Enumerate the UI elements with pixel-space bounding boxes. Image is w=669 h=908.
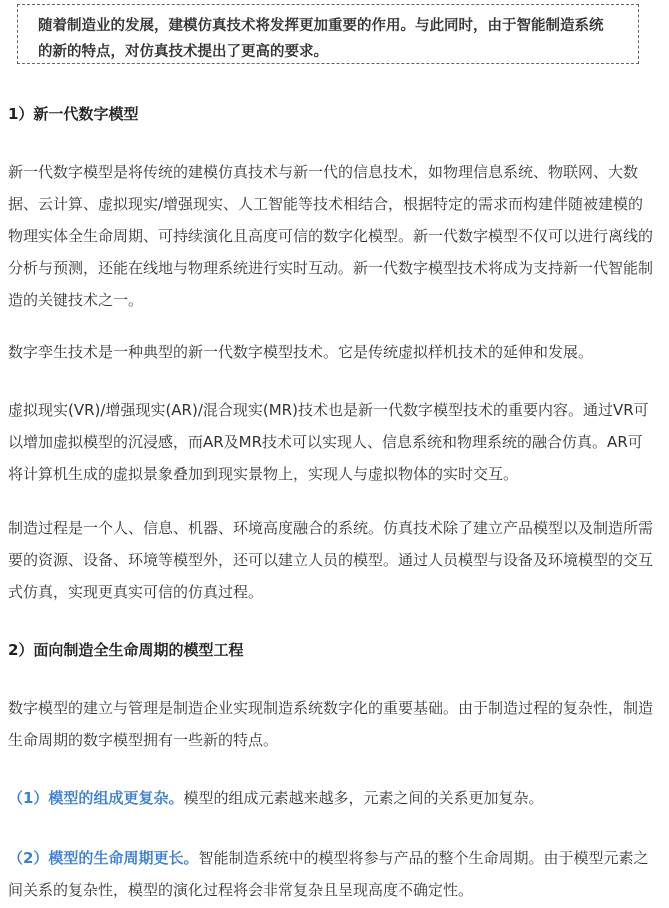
feature-item-2	[8, 842, 656, 906]
paragraph-line: 虚拟现实(VR)/增强现实(AR)/混合现实(MR)技术也是新一代数字模型技术的重要内容。通过VR可	[8, 401, 649, 419]
paragraph-line: 以增加虚拟模型的沉浸感，而AR及MR技术可以实现人、信息系统和物理系统的融合仿真。AR可	[8, 433, 643, 451]
paragraph-line: 造的关键技术之一。	[8, 291, 144, 309]
intro-line-2: 的新的特点，对仿真技术提出了更高的要求。	[38, 44, 328, 60]
paragraph-line: 要的资源、设备、环境等模型外，还可以建立人员的模型。通过人员模型与设备及环境模型的交互	[8, 551, 654, 569]
paragraph-line: 生命周期的数字模型拥有一些新的特点。	[8, 731, 279, 749]
paragraph-line: 数字孪生技术是一种典型的新一代数字模型技术。它是传统虚拟样机技术的延伸和发展。	[8, 343, 594, 361]
feature-item-1-text: 模型的组成元素越来越多，元素之间的关系更加复杂。	[183, 789, 544, 807]
paragraph-line: 将计算机生成的虚拟景象叠加到现实景物上，实现人与虚拟物体的实时交互。	[8, 465, 519, 483]
section-1-paragraph-1	[8, 156, 656, 316]
paragraph-line: 据、云计算、虚拟现实/增强现实、人工智能等技术相结合，根据特定的需求而构建伴随被建模的	[8, 195, 644, 213]
section-2-paragraph-1	[8, 692, 656, 756]
feature-item-2-text: 智能制造系统中的模型将参与产品的整个生命周期。由于模型元素之	[198, 849, 649, 867]
section-1-paragraph-3	[8, 394, 656, 490]
intro-callout-box	[17, 4, 639, 64]
section-2-heading: 2）面向制造全生命周期的模型工程	[8, 641, 244, 659]
feature-item-2-title: （2）模型的生命周期更长。	[8, 849, 199, 867]
paragraph-line: 物理实体全生命周期、可持续演化且高度可信的数字化模型。新一代数字模型不仅可以进行离线的	[8, 227, 654, 245]
paragraph-line: 新一代数字模型是将传统的建模仿真技术与新一代的信息技术，如物理信息系统、物联网、大数	[8, 163, 639, 181]
paragraph-line: 数字模型的建立与管理是制造企业实现制造系统数字化的重要基础。由于制造过程的复杂性，制造	[8, 699, 654, 717]
feature-item-1-title: （1）模型的组成更复杂。	[8, 789, 184, 807]
section-1-heading: 1）新一代数字模型	[8, 105, 139, 123]
paragraph-line: 分析与预测，还能在线地与物理系统进行实时互动。新一代数字模型技术将成为支持新一代智能制	[8, 259, 654, 277]
feature-item-2-text-line-2: 间关系的复杂性，模型的演化过程将会非常复杂且呈现高度不确定性。	[8, 881, 474, 899]
section-1-paragraph-4	[8, 512, 656, 608]
section-1-paragraph-2	[8, 336, 656, 368]
paragraph-line: 式仿真，实现更真实可信的仿真过程。	[8, 583, 264, 601]
intro-line-1: 随着制造业的发展，建模仿真技术将发挥更加重要的作用。与此同时，由于智能制造系统	[38, 18, 604, 34]
feature-item-1	[8, 782, 656, 814]
paragraph-line: 制造过程是一个人、信息、机器、环境高度融合的系统。仿真技术除了建立产品模型以及制造所需	[8, 519, 654, 537]
